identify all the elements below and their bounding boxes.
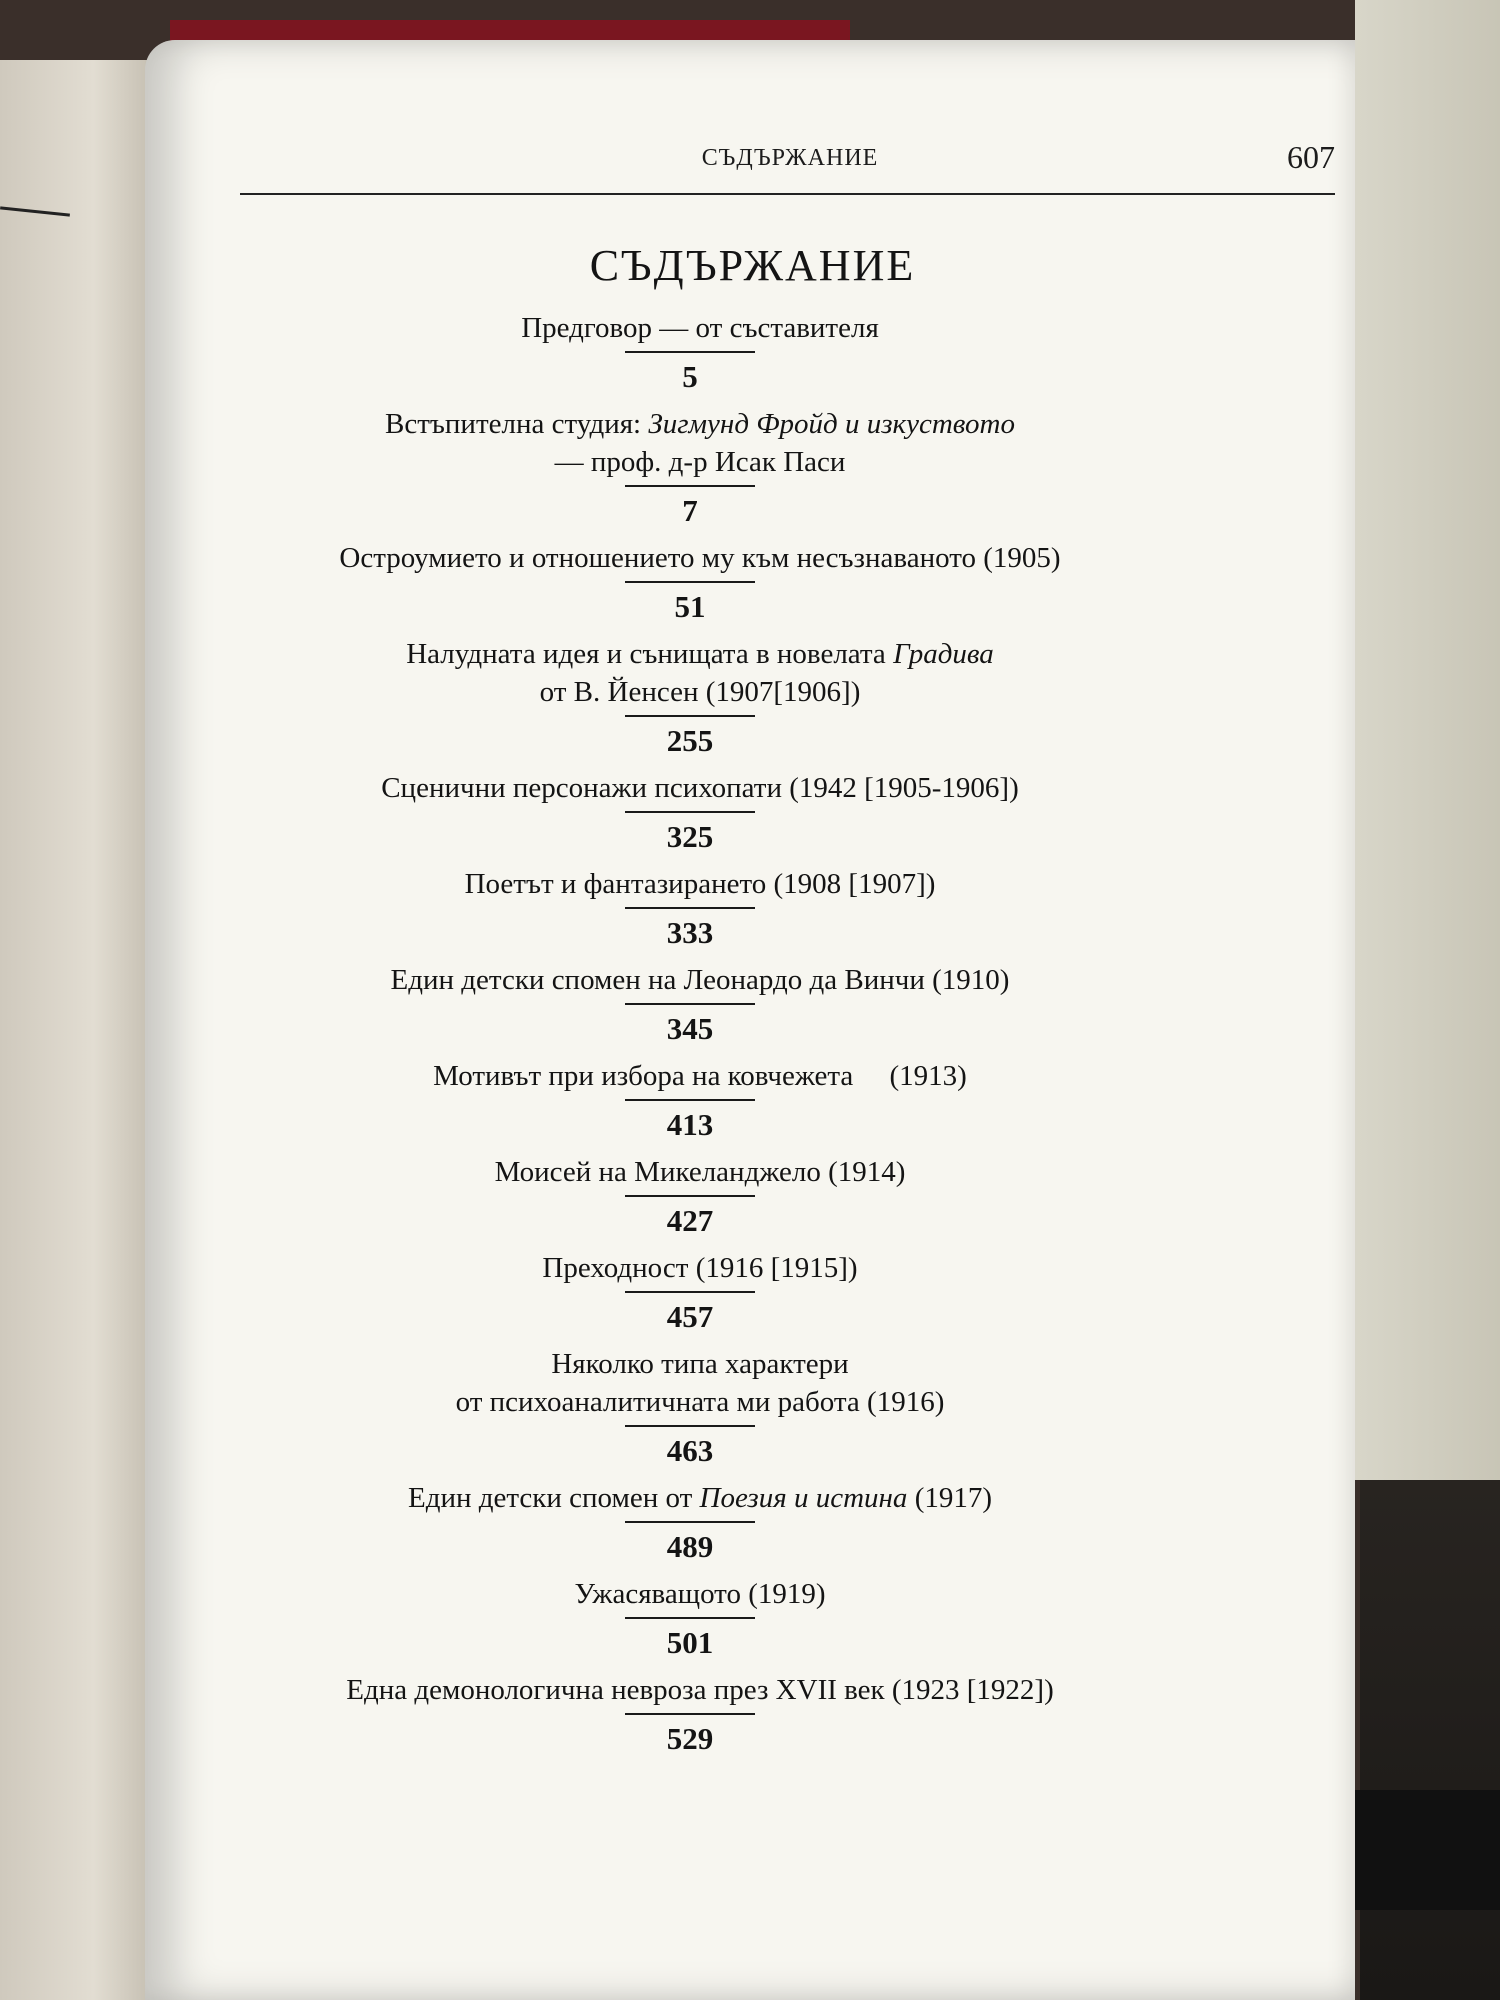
toc-entry-page: 325 <box>666 819 714 854</box>
toc-rule <box>625 351 755 353</box>
running-header <box>240 139 1335 195</box>
toc-rule <box>625 1003 755 1005</box>
toc-rule <box>625 1521 755 1523</box>
toc-entry-title: Предговор — от съставителя <box>521 312 879 344</box>
toc-entry-title: Една демонологична невроза през XVII век (1923 [1922]) <box>346 1674 1054 1706</box>
toc-entry-page: 51 <box>674 589 706 624</box>
toc-entry <box>240 1249 1340 1335</box>
toc-entry-page: 7 <box>682 493 698 528</box>
toc-entry <box>240 1345 1340 1469</box>
toc-rule <box>625 1617 755 1619</box>
toc-rule <box>625 485 755 487</box>
toc-entry-title: Налудната идея и сънищата в новелата Градива <box>406 638 994 670</box>
toc-entry-title: Преходност (1916 [1915]) <box>542 1252 858 1284</box>
toc-rule <box>625 1425 755 1427</box>
toc-entry-page: 529 <box>666 1721 714 1756</box>
toc-entry-page: 255 <box>666 723 714 758</box>
toc-entry <box>240 1575 1340 1661</box>
toc-entry-page: 463 <box>666 1433 714 1468</box>
toc-entry-title: Встъпителна студия: Зигмунд Фройд и изкуството <box>385 408 1015 440</box>
toc-entry-title: Ужасяващото (1919) <box>574 1578 826 1610</box>
toc-entry-title: Сценични персонажи психопати (1942 [1905-1906]) <box>381 772 1019 804</box>
toc-entry-page: 501 <box>666 1625 714 1660</box>
background-paper <box>1355 0 1500 1480</box>
toc-entry-title: Мотивът при избора на ковчежета (1913) <box>433 1060 967 1092</box>
toc-entry <box>240 405 1340 529</box>
toc-entry <box>240 539 1340 625</box>
toc-rule <box>625 715 755 717</box>
toc-rule <box>625 581 755 583</box>
toc-entry <box>240 1153 1340 1239</box>
toc-entry <box>240 1057 1340 1143</box>
toc-rule <box>625 907 755 909</box>
toc-entry-page: 457 <box>666 1299 714 1334</box>
toc-entry <box>240 769 1340 855</box>
toc-entry-title: Един детски спомен от Поезия и истина (1917) <box>407 1482 993 1514</box>
toc-entry-page: 345 <box>666 1011 714 1046</box>
toc-entry-page: 427 <box>666 1203 714 1238</box>
toc-entry <box>240 961 1340 1047</box>
toc-entry-page: 333 <box>666 915 714 950</box>
toc-entry <box>240 1671 1340 1757</box>
toc-entry-title: Моисей на Микеланджело (1914) <box>494 1156 906 1188</box>
toc-rule <box>625 1291 755 1293</box>
toc-entry-page: 5 <box>682 359 698 394</box>
toc-rule <box>625 1713 755 1715</box>
toc-entry-page: 413 <box>666 1107 714 1142</box>
toc-rule <box>625 1195 755 1197</box>
toc-entry-title: Няколко типа характери <box>551 1348 849 1380</box>
toc-entry-page: 489 <box>666 1529 714 1564</box>
toc-entry-title: Остроумието и отношението му към несъзнаваното (1905) <box>339 542 1061 574</box>
toc-entry-title: Поетът и фантазирането (1908 [1907]) <box>464 868 936 900</box>
toc-entry <box>240 865 1340 951</box>
page-number: 607 <box>1287 139 1335 175</box>
toc-rule <box>625 811 755 813</box>
toc-entry-title-line2: — проф. д-р Исак Паси <box>554 446 846 478</box>
contents-title: СЪДЪРЖАНИЕ <box>589 241 916 290</box>
running-header-title: СЪДЪРЖАНИЕ <box>701 145 879 171</box>
toc-entry <box>240 309 1340 395</box>
toc-rule <box>625 1099 755 1101</box>
toc-entry <box>240 635 1340 759</box>
toc-entry-title-line2: от психоаналитичната ми работа (1916) <box>455 1386 945 1418</box>
table-of-contents <box>240 240 1340 1767</box>
toc-entry <box>240 1479 1340 1565</box>
toc-entry-title: Един детски спомен на Леонардо да Винчи (1910) <box>390 964 1010 996</box>
toc-entry-title-line2: от В. Йенсен (1907[1906]) <box>539 676 861 708</box>
